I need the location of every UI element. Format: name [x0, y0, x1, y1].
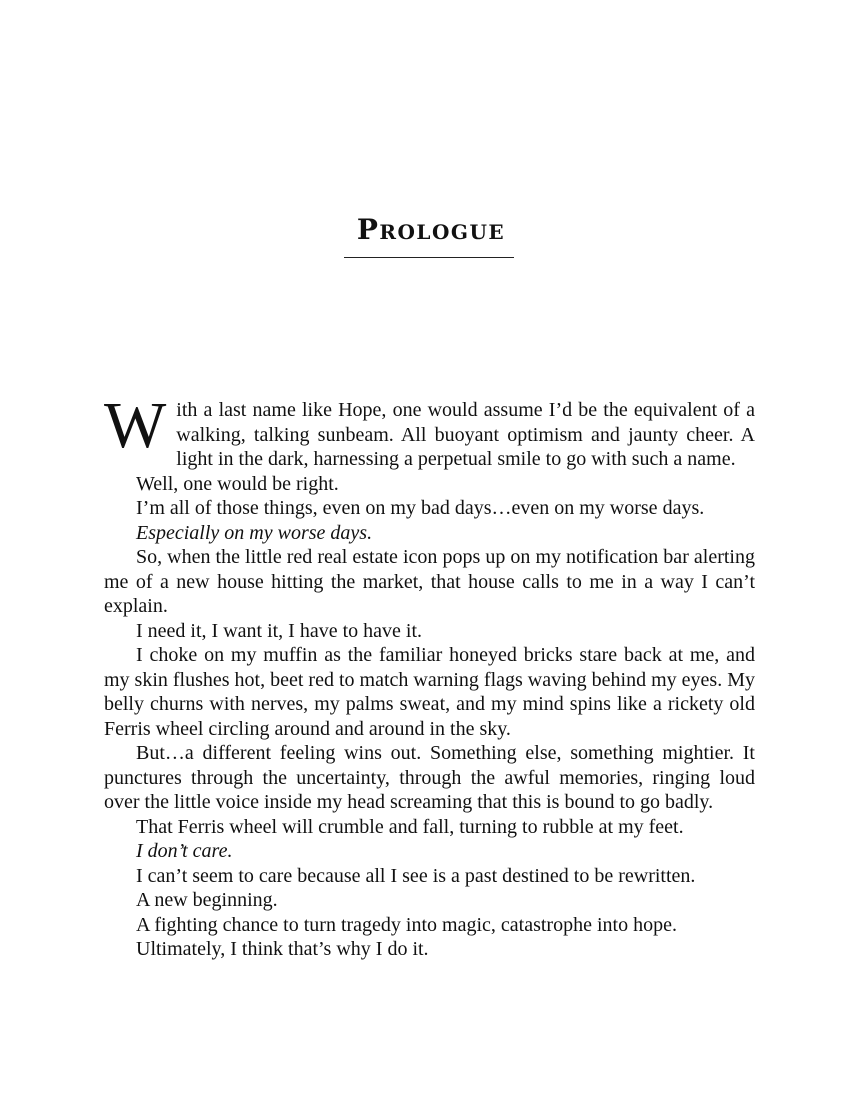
paragraph: Well, one would be right. — [136, 472, 339, 495]
paragraph: A new beginning. — [136, 889, 278, 911]
paragraph: I’m all of those things, even on my bad days…even on my worse days. — [136, 497, 705, 519]
paragraph: Ultimately, I think that’s why I do it. — [136, 938, 429, 960]
chapter-heading — [0, 212, 862, 248]
paragraph: But…a different feeling wins out. Something else, something mightier. It punctures through the uncertainty, through the awful memories, ringing loud over the little voice inside my head screaming that this is bound to go badly. — [104, 742, 755, 813]
paragraph: I choke on my muffin as the familiar honeyed bricks stare back at me, and my skin flushes hot, beet red to match warning flags waving behind my eyes. My belly churns with nerves, my palms sweat, and my mind spins like a rickety old Ferris wheel circling around and around in the sky. — [104, 644, 755, 740]
paragraph: I need it, I want it, I have to have it. — [136, 619, 423, 642]
paragraph: I can’t seem to care because all I see is a past destined to be rewritten. — [136, 864, 696, 887]
chapter-title: Prologue — [356, 213, 506, 246]
paragraph-italic — [104, 839, 755, 864]
paragraph-italic — [104, 521, 755, 546]
paragraph-opening-text: ith a last name like Hope, one would assume I’d be the equivalent of a walking, talking sunbeam. All buoyant optimism and jaunty cheer. A light in the dark, harnessing a perpetual smile to go with such a name. — [176, 399, 755, 470]
drop-cap: W — [104, 389, 167, 462]
paragraph: So, when the little red real estate icon pops up on my notification bar alerting me of a new house hitting the market, that house calls to me in a way I can’t explain. — [104, 546, 755, 617]
chapter-title-rule — [344, 257, 514, 258]
italic-text: I don’t care. — [136, 840, 233, 862]
paragraph: A fighting chance to turn tragedy into magic, catastrophe into hope. — [136, 913, 677, 936]
chapter-body — [104, 389, 755, 962]
italic-text: Especially on my worse days. — [136, 521, 373, 544]
paragraph: That Ferris wheel will crumble and fall, turning to rubble at my feet. — [136, 815, 684, 838]
paragraph-opening — [104, 389, 755, 472]
